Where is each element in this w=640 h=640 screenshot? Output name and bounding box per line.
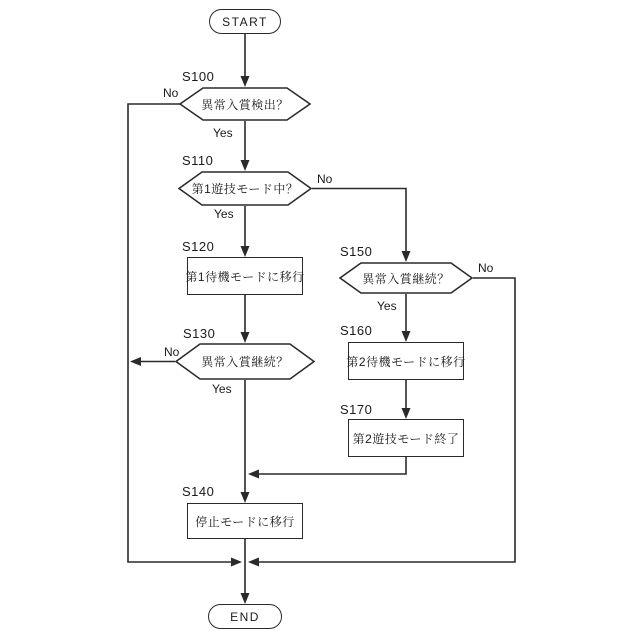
step-label-s140: S140 [182,484,215,499]
arrowhead-s130-yes [241,492,250,503]
step-label-s130: S130 [183,326,216,341]
step-label-s120: S120 [182,239,215,254]
arrowhead-start-s100 [241,76,250,87]
edge-s110-no [312,189,406,252]
branch-label-s100-no: No [163,86,179,100]
node-s100 [179,87,311,121]
node-s120-label: 第1待機モードに移行 [185,269,305,284]
arrowhead-s130-no [130,357,141,366]
branch-label-s110-yes: Yes [214,207,234,221]
node-start-label: START [222,14,268,29]
arrowhead-s140-end [241,593,250,604]
node-s170 [348,419,464,457]
node-s140 [187,503,303,539]
branch-label-s130-no: No [164,345,180,359]
node-s120 [187,257,303,295]
branch-label-s130-yes: Yes [212,382,232,396]
arrowhead-s110-yes [241,246,250,257]
node-s110 [178,171,312,206]
node-s130-label: 異常入賞継続？ [201,355,289,369]
edge-s170-merge [259,457,406,474]
branch-label-s110-no: No [317,172,333,186]
branch-label-s100-yes: Yes [213,126,233,140]
node-s160-label: 第2待機モードに移行 [346,354,466,369]
node-s140-label: 停止モードに移行 [195,514,295,529]
step-label-s160: S160 [340,323,373,338]
step-label-s100: S100 [182,69,215,84]
node-s130 [175,343,315,380]
arrowhead-s170-merge [248,470,259,479]
arrowhead-s150-yes [402,331,411,342]
branch-label-s150-no: No [478,261,494,275]
step-label-s170: S170 [340,402,373,417]
node-start [209,9,281,34]
node-end-label: END [230,609,260,624]
arrowhead-s120-s130 [241,332,250,343]
node-s150 [339,262,473,294]
node-s100-label: 異常入賞検出？ [201,97,289,112]
step-label-s110: S110 [182,153,214,168]
arrowhead-s160-s170 [402,408,411,419]
node-s110-label: 第1遊技モード中？ [191,182,299,196]
branch-label-s150-yes: Yes [377,299,397,313]
arrowhead-s150-no-loop [248,558,259,567]
arrowhead-s100-no-loop [231,558,242,567]
node-s170-label: 第2遊技モード終了 [352,431,460,446]
node-s160 [348,342,464,380]
arrowhead-s100-yes [241,160,250,171]
step-label-s150: S150 [340,244,373,259]
node-s150-label: 異常入賞継続？ [362,271,450,286]
node-end [208,604,282,629]
arrowhead-s110-no [402,251,411,262]
